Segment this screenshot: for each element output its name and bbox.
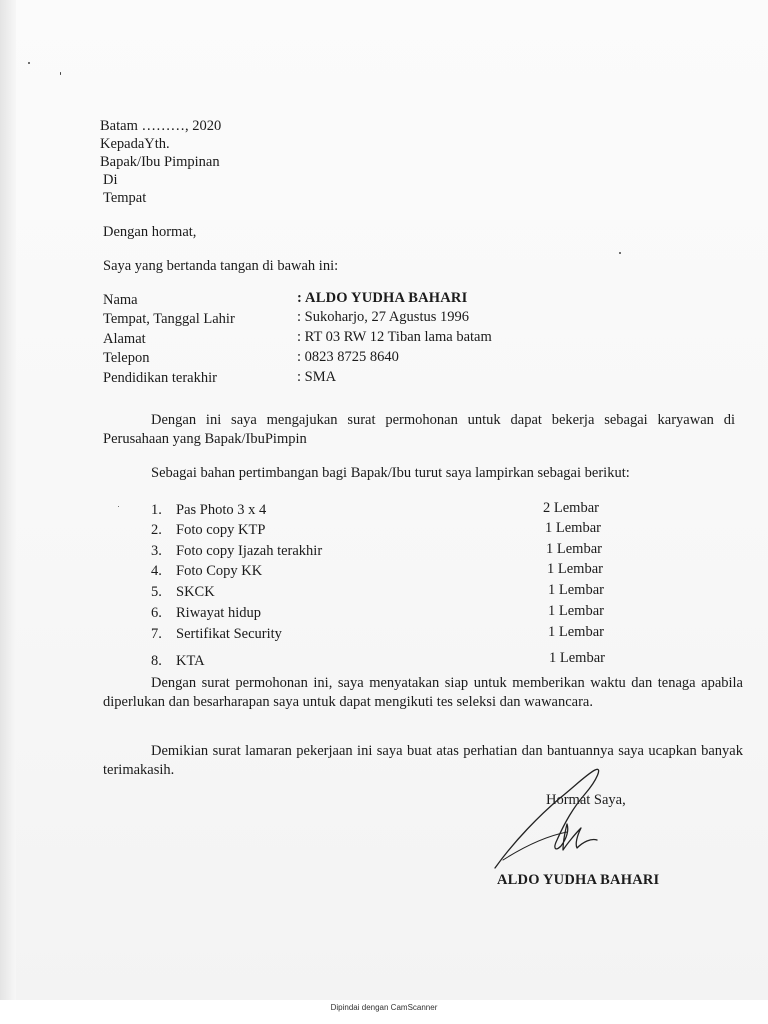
recipient: Bapak/Ibu Pimpinan xyxy=(100,154,220,170)
attachment-qty: 1 Lembar xyxy=(546,541,602,557)
to-line: KepadaYth. xyxy=(100,136,170,152)
closing-salutation: Hormat Saya, xyxy=(546,792,626,808)
attachment-number: 3. xyxy=(151,543,162,559)
attachment-qty: 1 Lembar xyxy=(547,561,603,577)
scanner-watermark: Dipindai dengan CamScanner xyxy=(330,1003,438,1012)
attachment-item: Sertifikat Security xyxy=(176,626,282,642)
identity-label: Alamat xyxy=(103,331,146,347)
greeting: Dengan hormat, xyxy=(103,224,197,240)
paragraph-readiness-text: Dengan surat permohonan ini, saya menyatakan siap untuk memberikan waktu dan tenaga apabila diperlukan dan besarharapan saya untuk dapat mengikuti tes seleksi dan wawancara. xyxy=(103,675,743,710)
attachment-qty: 1 Lembar xyxy=(549,650,605,666)
attachment-qty: 1 Lembar xyxy=(548,603,604,619)
attachment-qty: 2 Lembar xyxy=(543,500,599,516)
identity-value: : SMA xyxy=(297,369,337,385)
scan-speck xyxy=(619,252,621,254)
attachment-qty: 1 Lembar xyxy=(548,582,604,598)
intro-line: Saya yang bertanda tangan di bawah ini: xyxy=(103,258,339,274)
attachment-item: Foto copy Ijazah terakhir xyxy=(176,543,323,559)
attachment-number: 8. xyxy=(151,653,162,669)
identity-value: : Sukoharjo, 27 Agustus 1996 xyxy=(297,309,469,325)
attachment-number: 4. xyxy=(151,563,162,579)
identity-label: Telepon xyxy=(103,350,150,366)
identity-label: Tempat, Tanggal Lahir xyxy=(103,311,235,327)
recipient-at: Di xyxy=(103,172,118,188)
paragraph-closing xyxy=(103,742,743,780)
identity-label: Nama xyxy=(103,292,138,308)
identity-value: : RT 03 RW 12 Tiban lama batam xyxy=(297,329,492,345)
attachment-qty: 1 Lembar xyxy=(545,520,601,536)
paragraph-application xyxy=(103,411,735,449)
attachment-number: 6. xyxy=(151,605,162,621)
attachment-qty: 1 Lembar xyxy=(548,624,604,640)
scan-speck xyxy=(60,72,61,75)
paragraph-readiness xyxy=(103,674,743,712)
identity-label: Pendidikan terakhir xyxy=(103,370,217,386)
attachment-number: 7. xyxy=(151,626,162,642)
attachment-item: Foto Copy KK xyxy=(176,563,263,579)
scan-speck xyxy=(28,62,30,64)
attachment-item: Pas Photo 3 x 4 xyxy=(176,502,267,518)
identity-value: : 0823 8725 8640 xyxy=(297,349,399,365)
attachment-number: 5. xyxy=(151,584,162,600)
attachment-item: KTA xyxy=(176,653,205,669)
attachment-item: Foto copy KTP xyxy=(176,522,266,538)
signatory-name: ALDO YUDHA BAHARI xyxy=(497,872,660,888)
paragraph-attachments-intro: Sebagai bahan pertimbangan bagi Bapak/Ibu turut saya lampirkan sebagai berikut: xyxy=(151,465,630,481)
attachment-item: Riwayat hidup xyxy=(176,605,261,621)
paragraph-application-text: Dengan ini saya mengajukan surat permohonan untuk dapat bekerja sebagai karyawan di Perusahaan yang Bapak/IbuPimpin xyxy=(103,412,735,447)
scan-speck xyxy=(118,506,119,507)
attachment-number: 2. xyxy=(151,522,162,538)
paragraph-closing-text: Demikian surat lamaran pekerjaan ini saya buat atas perhatian dan bantuannya saya ucapkan banyak terimakasih. xyxy=(103,743,743,778)
handwritten-signature xyxy=(485,760,615,875)
identity-value-name: : ALDO YUDHA BAHARI xyxy=(297,290,468,306)
attachment-item: SKCK xyxy=(176,584,215,600)
recipient-place: Tempat xyxy=(103,190,147,206)
attachment-number: 1. xyxy=(151,502,162,518)
place-date: Batam ………, 2020 xyxy=(100,118,222,134)
